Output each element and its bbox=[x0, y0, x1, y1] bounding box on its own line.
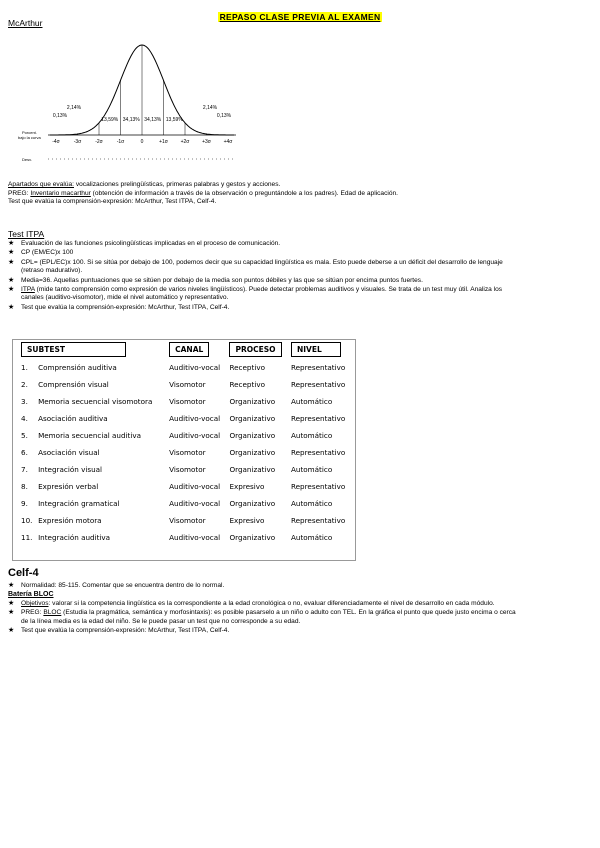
nivel-cell: Automático bbox=[290, 499, 333, 508]
percent-label: 34,13% bbox=[122, 117, 140, 123]
row-number: 1. bbox=[21, 363, 28, 372]
nivel-cell: Automático bbox=[290, 431, 333, 440]
itpa-item-2: ★ CP (EM/EC)x 100 bbox=[8, 249, 74, 257]
row-number: 5. bbox=[21, 431, 28, 440]
row-number: 4. bbox=[21, 414, 28, 423]
tick-label: -1σ bbox=[116, 139, 125, 145]
subtest-name: Memoria secuencial auditiva bbox=[38, 431, 142, 440]
tick-label: +2σ bbox=[180, 139, 190, 145]
canal-cell: Visomotor bbox=[169, 465, 206, 474]
row-number: 9. bbox=[21, 499, 28, 508]
subtest-name: Expresión motora bbox=[38, 516, 102, 525]
tick-label: -4σ bbox=[52, 139, 60, 145]
row-number: 7. bbox=[21, 465, 28, 474]
itpa-item-6: ★ Test que evalúa la comprensión-expresión: McArthur, Test ITPA, Celf-4. bbox=[8, 303, 230, 311]
nivel-cell: Representativo bbox=[290, 448, 346, 457]
subtest-table bbox=[13, 340, 355, 546]
celf-section bbox=[8, 582, 523, 637]
row-number: 3. bbox=[21, 397, 28, 406]
table-row bbox=[13, 410, 355, 427]
subtest-name: Asociación visual bbox=[38, 448, 100, 457]
normal-curve-figure bbox=[8, 33, 248, 173]
nivel-cell: Representativo bbox=[290, 516, 346, 525]
canal-cell: Visomotor bbox=[169, 397, 206, 406]
inventario-link: Inventario macarthur bbox=[30, 189, 91, 197]
row-number: 6. bbox=[21, 448, 28, 457]
nivel-cell: Automático bbox=[290, 465, 333, 474]
page-title: REPASO CLASE PREVIA AL EXAMEN bbox=[219, 12, 381, 22]
itpa-subtest-table bbox=[12, 339, 356, 561]
canal-cell: Auditivo-vocal bbox=[169, 363, 221, 372]
proceso-cell: Organizativo bbox=[229, 448, 276, 457]
row-number: 8. bbox=[21, 482, 28, 491]
col-subtest: SUBTEST bbox=[13, 340, 169, 359]
normal-curve-svg bbox=[8, 33, 248, 173]
subtest-name: Integración visual bbox=[38, 465, 103, 474]
table-row bbox=[13, 359, 355, 376]
tick-label: -3σ bbox=[73, 139, 82, 145]
canal-cell: Auditivo-vocal bbox=[169, 482, 221, 491]
itpa-list bbox=[8, 240, 523, 313]
percent-label: 13,59% bbox=[101, 117, 119, 123]
tick-label: +3σ bbox=[202, 139, 211, 145]
percent-label: 0,13% bbox=[216, 113, 232, 119]
star-icon: ★ bbox=[8, 249, 15, 257]
proceso-cell: Organizativo bbox=[229, 431, 276, 440]
proceso-cell: Receptivo bbox=[229, 363, 265, 372]
star-icon: ★ bbox=[8, 276, 15, 284]
table-row bbox=[13, 512, 355, 529]
subtest-name: Asociación auditiva bbox=[38, 414, 108, 423]
col-canal: CANAL bbox=[169, 340, 229, 359]
col-proceso: PROCESO bbox=[229, 340, 291, 359]
nivel-cell: Representativo bbox=[290, 363, 346, 372]
tick-label: 0 bbox=[140, 139, 144, 145]
subtest-name: Comprensión visual bbox=[38, 380, 109, 389]
row1-label-a: Porcent. bbox=[22, 130, 37, 135]
percent-label: 2,14% bbox=[66, 105, 82, 111]
table-row bbox=[13, 529, 355, 546]
celf-item-1: ★ Normalidad: 85-115. Comentar que se encuentra dentro de lo normal. bbox=[8, 582, 225, 589]
table-row bbox=[13, 495, 355, 512]
percent-label: 13,59% bbox=[165, 117, 183, 123]
itpa-item-1: ★ Evaluación de las funciones psicolingüísticas implicadas en el proceso de comunicación. bbox=[8, 240, 281, 247]
table-row bbox=[13, 427, 355, 444]
percent-label: 34,13% bbox=[144, 117, 162, 123]
celf-heading: Celf-4 bbox=[8, 567, 39, 579]
star-icon: ★ bbox=[8, 600, 15, 607]
celf-item-3: ★ PREG: BLOC (Estudia la pragmática, semántica y morfosintaxis): es posible pasarselo a un niño o adulto con TEL. En la gráfica el punto que quede justo encima o cerca de la línea media es la edad del niño. Se le puede pasar un test que no corresponde a su edad. bbox=[8, 609, 516, 625]
mcarthur-line2: PREG: Inventario macarthur (obtención de información a través de la observación o preguntándole a los padres). Edad de aplicación. bbox=[8, 189, 399, 197]
tick-label: -2σ bbox=[95, 139, 103, 145]
star-icon: ★ bbox=[8, 258, 15, 266]
sigma-lines bbox=[78, 45, 207, 135]
proceso-cell: Organizativo bbox=[229, 397, 276, 406]
mcarthur-text bbox=[8, 181, 593, 207]
row-number: 10. bbox=[21, 516, 33, 525]
mcarthur-line3: Test que evalúa la comprensión-expresión: McArthur, Test ITPA, Celf-4. bbox=[8, 198, 217, 206]
table-row bbox=[13, 478, 355, 495]
percent-label: 2,14% bbox=[202, 105, 218, 111]
proceso-cell: Organizativo bbox=[229, 465, 276, 474]
nivel-cell: Automático bbox=[290, 533, 333, 542]
itpa-item-3: ★ CPL= (EPL/EC)x 100. Si se sitúa por debajo de 100, podemos decir que su capacidad lingüística es mala. Esto puede deberse a un déficit del desarrollo de lenguaje (retraso madurativo). bbox=[8, 258, 503, 275]
table-row bbox=[13, 393, 355, 410]
star-icon: ★ bbox=[8, 286, 15, 294]
itpa-item-5: ★ ITPA (mide tanto comprensión como expresión de varios niveles lingüísticos). Puede detectar problemas auditivos y visuales. Se trata de un test muy útil. Analiza los canales (auditivo-visomotor), mide el nivel automático y representativo. bbox=[8, 286, 503, 302]
row1-label-b: bajo la curva bbox=[18, 135, 41, 140]
mcarthur-line1: Apartados que evalúa: vocalizaciones prelingüísticas, primeras palabras y gestos y acciones. bbox=[8, 181, 281, 188]
table-row bbox=[13, 444, 355, 461]
canal-cell: Auditivo-vocal bbox=[169, 499, 221, 508]
celf-item-2: ★ Objetivos: valorar si la competencia lingüística es la correspondiente a la edad cronológica o no, evaluar diferenciadamente el nivel de desarrollo en cada módulo. bbox=[8, 600, 495, 607]
proceso-cell: Organizativo bbox=[229, 414, 276, 423]
percent-label: 0,13% bbox=[52, 113, 68, 119]
tick-label: +4σ bbox=[223, 139, 233, 145]
table-row bbox=[13, 461, 355, 478]
nivel-cell: Representativo bbox=[290, 414, 346, 423]
star-icon: ★ bbox=[8, 627, 15, 635]
row-number: 2. bbox=[21, 380, 28, 389]
tick-labels bbox=[52, 139, 233, 145]
proceso-cell: Receptivo bbox=[229, 380, 265, 389]
canal-cell: Auditivo-vocal bbox=[169, 533, 221, 542]
subtest-name: Comprensión auditiva bbox=[38, 363, 117, 372]
nivel-cell: Representativo bbox=[290, 380, 346, 389]
proceso-cell: Expresivo bbox=[229, 516, 265, 525]
subtest-name: Integración auditiva bbox=[38, 533, 111, 542]
proceso-cell: Organizativo bbox=[229, 533, 276, 542]
table-row bbox=[13, 376, 355, 393]
canal-cell: Visomotor bbox=[169, 448, 206, 457]
itpa-item-4: ★ Media=36. Aquellas puntuaciones que se sitúen por debajo de la media son puntos débiles y las que se sitúan por encima puntos fuertes. bbox=[8, 276, 423, 284]
col-nivel: NIVEL bbox=[291, 340, 355, 359]
canal-cell: Auditivo-vocal bbox=[169, 414, 221, 423]
row-number: 11. bbox=[21, 533, 33, 542]
canal-cell: Visomotor bbox=[169, 380, 206, 389]
row2-label: Desv. bbox=[22, 157, 32, 162]
canal-cell: Visomotor bbox=[169, 516, 206, 525]
bloc-heading: Batería BLOC bbox=[8, 591, 54, 599]
subtest-name: Memoria secuencial visomotora bbox=[38, 397, 153, 406]
star-icon: ★ bbox=[8, 609, 15, 617]
tick-label: +1σ bbox=[159, 139, 168, 145]
star-icon: ★ bbox=[8, 303, 15, 311]
star-icon: ★ bbox=[8, 582, 15, 589]
canal-cell: Auditivo-vocal bbox=[169, 431, 221, 440]
table-header-row bbox=[13, 340, 355, 359]
mcarthur-heading: McArthur bbox=[8, 18, 43, 28]
subtest-name: Integración gramatical bbox=[38, 499, 120, 508]
proceso-cell: Organizativo bbox=[229, 499, 276, 508]
nivel-cell: Representativo bbox=[290, 482, 346, 491]
celf-item-4: ★ Test que evalúa la comprensión-expresión: McArthur, Test ITPA, Celf-4. bbox=[8, 627, 230, 635]
proceso-cell: Expresivo bbox=[229, 482, 265, 491]
percent-labels bbox=[53, 105, 232, 123]
subtest-name: Expresión verbal bbox=[38, 482, 99, 491]
itpa-heading: Test ITPA bbox=[8, 229, 45, 239]
star-icon: ★ bbox=[8, 240, 15, 247]
nivel-cell: Automático bbox=[290, 397, 333, 406]
